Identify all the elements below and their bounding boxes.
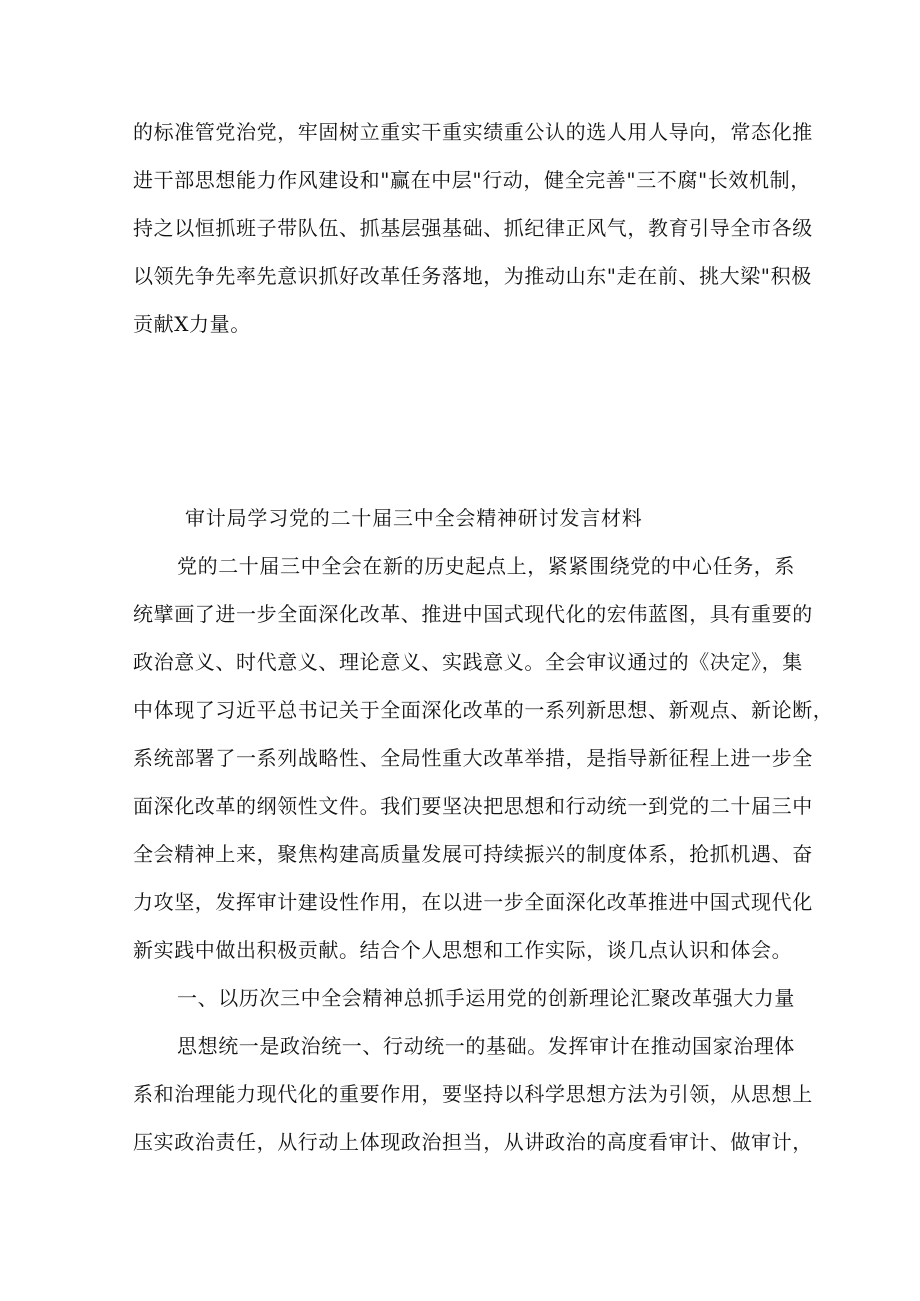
text-line: 压实政治责任，从行动上体现政治担当，从讲政治的高度看审计、做审计， <box>133 1130 813 1154</box>
paragraph-first-line: 思想统一是政治统一、行动统一的基础。发挥审计在推动国家治理体 <box>177 1034 795 1058</box>
text-line: 统擘画了进一步全面深化改革、推进中国式现代化的宏伟蓝图，具有重要的 <box>133 602 813 626</box>
text-line: 面深化改革的纲领性文件。我们要坚决把思想和行动统一到党的二十届三中 <box>133 794 813 818</box>
paragraph-first-line: 党的二十届三中全会在新的历史起点上，紧紧围绕党的中心任务，系 <box>177 554 795 578</box>
text-line: 系和治理能力现代化的重要作用，要坚持以科学思想方法为引领，从思想上 <box>133 1082 813 1106</box>
text-line: 全会精神上来，聚焦构建高质量发展可持续振兴的制度体系，抢抓机遇、奋 <box>133 842 813 866</box>
text-line-last: 贡献X力量。 <box>133 312 251 336</box>
text-line: 的标准管党治党，牢固树立重实干重实绩重公认的选人用人导向，常态化推 <box>133 120 813 144</box>
text-line: 以领先争先率先意识抓好改革任务落地，为推动山东"走在前、挑大梁"积极 <box>133 264 812 288</box>
article-title: 审计局学习党的二十届三中全会精神研讨发言材料 <box>185 506 643 530</box>
text-line-last: 新实践中做出积极贡献。结合个人思想和工作实际，谈几点认识和体会。 <box>133 938 793 962</box>
text-line: 持之以恒抓班子带队伍、抓基层强基础、抓纪律正风气，教育引导全市各级 <box>133 216 813 240</box>
text-line: 进干部思想能力作风建设和"赢在中层"行动，健全完善"三不腐"长效机制， <box>133 168 811 192</box>
text-line: 政治意义、时代意义、理论意义、实践意义。全会审议通过的《决定》，集 <box>133 650 803 674</box>
text-line: 系统部署了一系列战略性、全局性重大改革举措，是指导新征程上进一步全 <box>133 746 813 770</box>
text-line: 力攻坚，发挥审计建设性作用，在以进一步全面深化改革推进中国式现代化 <box>133 890 813 914</box>
previous-section-text <box>133 108 813 348</box>
section-heading: 一、以历次三中全会精神总抓手运用党的创新理论汇聚改革强大力量 <box>177 986 795 1010</box>
article-body <box>133 494 834 1166</box>
text-line: 中体现了习近平总书记关于全面深化改革的一系列新思想、新观点、新论断， <box>133 698 834 722</box>
